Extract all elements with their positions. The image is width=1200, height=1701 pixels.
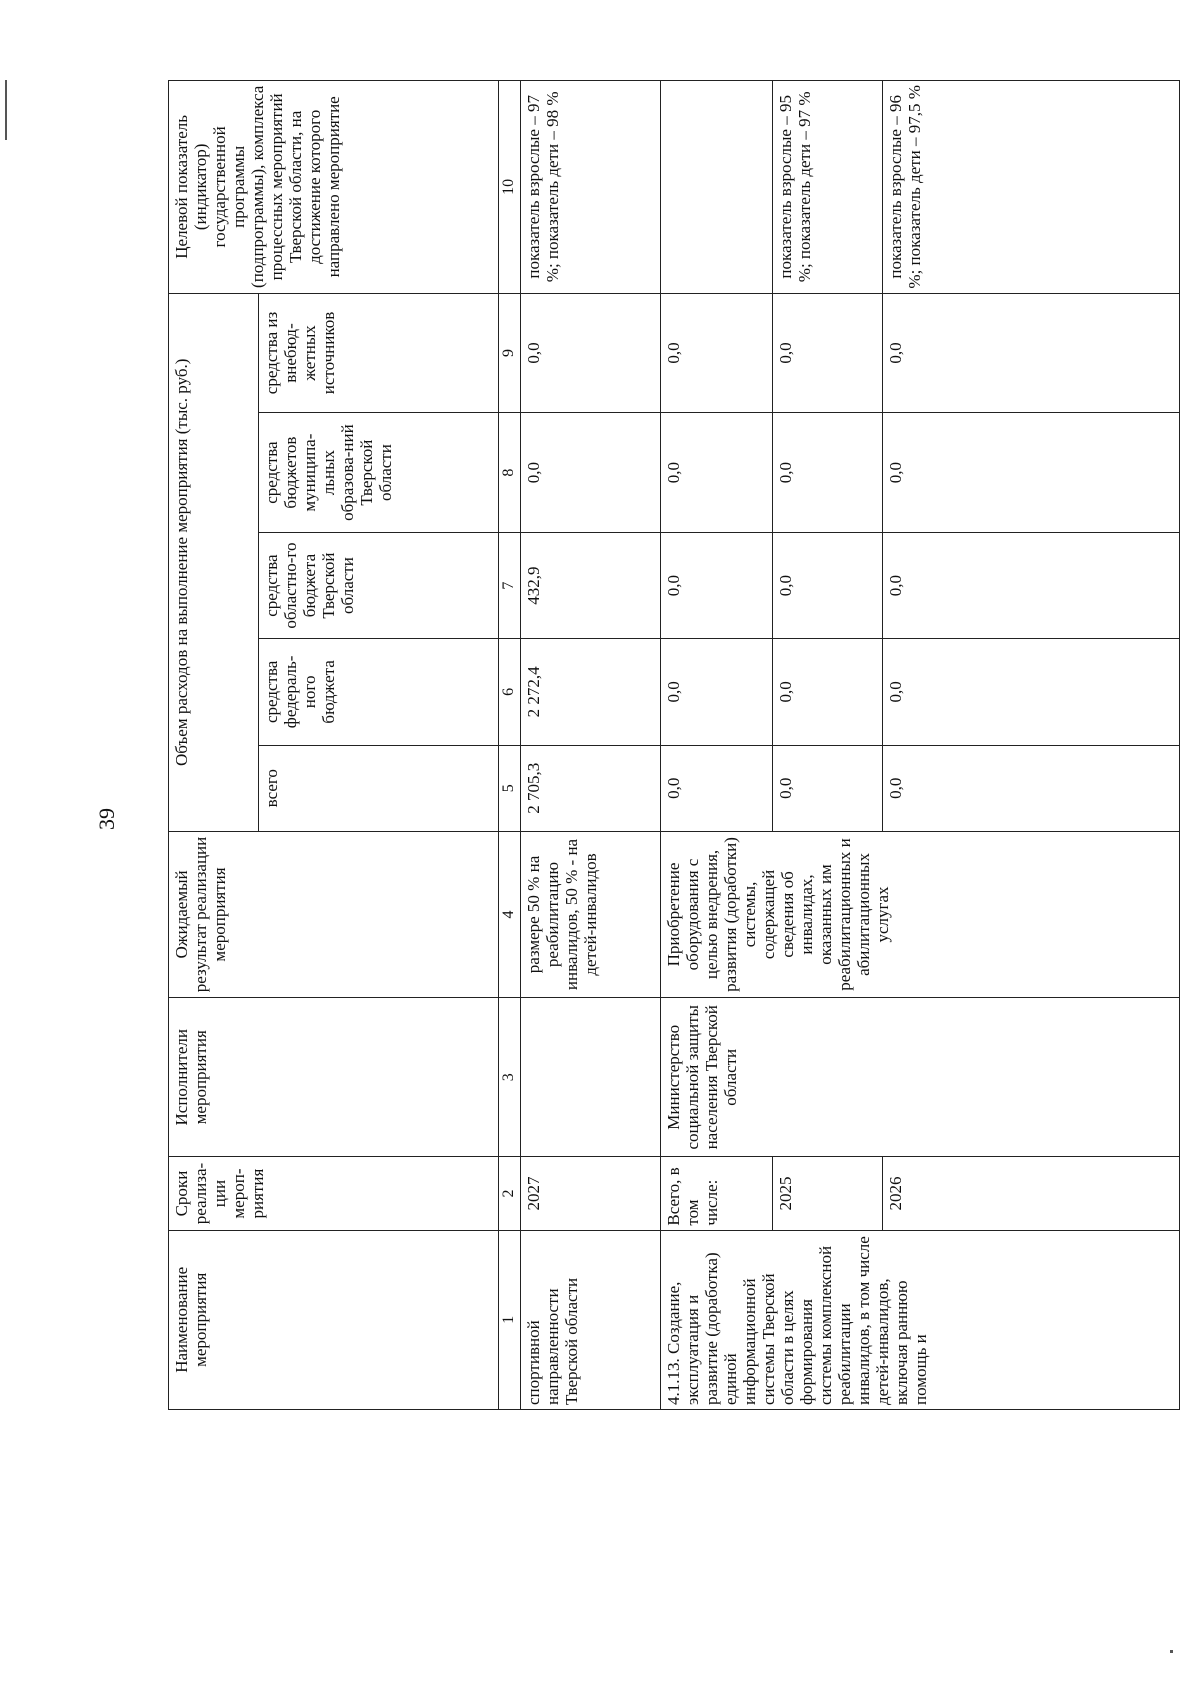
row-a-term: 2027: [521, 1157, 661, 1230]
col-number: 1: [499, 1230, 521, 1409]
row-b-term-total: Всего, в том числе:: [661, 1157, 773, 1230]
col-number: 2: [499, 1157, 521, 1230]
header-regional: средства областно-го бюджета Тверской области: [259, 532, 499, 638]
table-row: [883, 81, 1180, 1410]
row-b-term-2026: 2026: [883, 1157, 1180, 1230]
row-a-expected: размере 50 % на реабилитацию инвалидов, 50 % - на детей-инвалидов: [521, 831, 661, 997]
rotated-table-wrapper: [168, 80, 1180, 1410]
header-term: Сроки реализа-ции мероп-риятия: [169, 1157, 499, 1230]
header-total: всего: [259, 745, 499, 831]
row-a-target: показатель взрослые – 97 %; показатель дети – 98 %: [521, 81, 661, 294]
row-b-2026-target: показатель взрослые – 96 %; показатель дети – 97,5 %: [883, 81, 1180, 294]
row-b-name: 4.1.13. Создание, эксплуатация и развитие (доработка) единой информационной системы Тверской области в целях формирования системы комплексной реабилитации инвалидов, в том числе детей-инвалидов, включая раннюю помощь и: [661, 1230, 1180, 1409]
header-expected: Ожидаемый результат реализации мероприятия: [169, 831, 499, 997]
row-b-2025-regional: 0,0: [773, 532, 883, 638]
col-number: 7: [499, 532, 521, 638]
row-b-target: [661, 81, 773, 294]
header-federal: средства федераль-ного бюджета: [259, 639, 499, 745]
row-a-executors: [521, 998, 661, 1157]
row-b-regional: 0,0: [661, 532, 773, 638]
row-b-extra: 0,0: [661, 293, 773, 413]
row-a-federal: 2 272,4: [521, 639, 661, 745]
row-b-municipal: 0,0: [661, 413, 773, 533]
header-volume: Объем расходов на выполнение мероприятия (тыс. руб.): [169, 293, 259, 831]
row-b-expected: Приобретение оборудования с целью внедрения, развития (доработки) системы, содержащей сведения об инвалидах, оказанных им реабилитационных и абилитационных услугах: [661, 831, 1180, 997]
col-number: 10: [499, 81, 521, 294]
row-b-2025-federal: 0,0: [773, 639, 883, 745]
row-a-extra: 0,0: [521, 293, 661, 413]
col-number: 8: [499, 413, 521, 533]
page-number: 39: [94, 808, 119, 830]
row-b-2026-federal: 0,0: [883, 639, 1180, 745]
row-a-regional: 432,9: [521, 532, 661, 638]
table-row: [661, 81, 773, 1410]
col-number: 3: [499, 998, 521, 1157]
row-b-executors: Министерство социальной защиты населения Тверской области: [661, 998, 1180, 1157]
table-row: [773, 81, 883, 1410]
row-b-2026-regional: 0,0: [883, 532, 1180, 638]
col-number: 6: [499, 639, 521, 745]
row-b-2025-municipal: 0,0: [773, 413, 883, 533]
row-b-2025-extra: 0,0: [773, 293, 883, 413]
header-name: Наименование мероприятия: [169, 1230, 499, 1409]
col-number: 9: [499, 293, 521, 413]
row-b-2026-total: 0,0: [883, 745, 1180, 831]
column-numbers-row: [499, 81, 521, 1410]
measures-table: [168, 80, 1180, 1410]
header-executors: Исполнители мероприятия: [169, 998, 499, 1157]
col-number: 4: [499, 831, 521, 997]
row-b-federal: 0,0: [661, 639, 773, 745]
scan-mark: [5, 80, 7, 140]
row-b-2025-target: показатель взрослые – 95 %; показатель дети – 97 %: [773, 81, 883, 294]
col-number: 5: [499, 745, 521, 831]
row-b-2025-total: 0,0: [773, 745, 883, 831]
row-b-total: 0,0: [661, 745, 773, 831]
row-a-total: 2 705,3: [521, 745, 661, 831]
row-a-name: спортивной направленности Тверской области: [521, 1230, 661, 1409]
row-b-term-2025: 2025: [773, 1157, 883, 1230]
table-row: [521, 81, 661, 1410]
row-a-municipal: 0,0: [521, 413, 661, 533]
header-target: Целевой показатель (индикатор) государственной программы (подпрограммы), комплекса процессных мероприятий Тверской области, на достижение которого направлено мероприятие: [169, 81, 499, 294]
header-extra: средства из внебюд-жетных источников: [259, 293, 499, 413]
row-b-2026-extra: 0,0: [883, 293, 1180, 413]
row-b-2026-municipal: 0,0: [883, 413, 1180, 533]
header-municipal: средства бюджетов муниципа-льных образова-ний Тверской области: [259, 413, 499, 533]
scan-mark: [1170, 1650, 1173, 1653]
